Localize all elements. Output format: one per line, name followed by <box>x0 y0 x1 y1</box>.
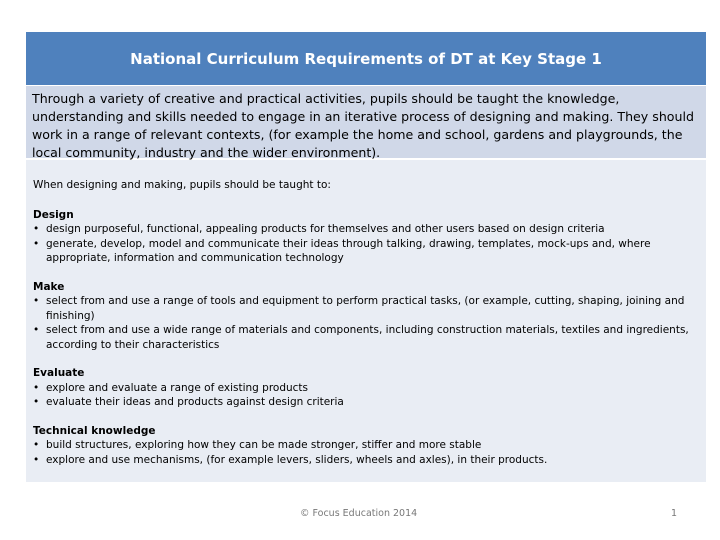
list-item-text: explore and use mechanisms, (for example levers, sliders, wheels and axles), in their products. <box>46 453 548 466</box>
list-item <box>33 395 699 410</box>
list-item <box>33 381 699 396</box>
bullet-icon: • <box>33 396 40 408</box>
list-item-text: select from and use a wide range of materials and components, including construction materials, textiles and ingredients, according to their characteristics <box>46 324 689 351</box>
design-list <box>33 222 699 266</box>
section-title-make: Make <box>33 280 65 293</box>
make-list <box>33 294 699 352</box>
slide-title-bar <box>26 32 706 85</box>
list-item <box>33 453 699 468</box>
bullet-icon: • <box>33 453 40 466</box>
section-title-evaluate: Evaluate <box>33 367 85 379</box>
bullet-icon: • <box>33 237 40 250</box>
list-item <box>33 323 699 352</box>
copyright-footer: © Focus Education 2014 <box>300 508 418 519</box>
requirements-box <box>26 160 706 482</box>
evaluate-list <box>33 381 699 410</box>
list-item-text: design purposeful, functional, appealing products for themselves and other users based on design criteria <box>46 223 605 235</box>
lead-text: When designing and making, pupils should be taught to: <box>33 179 331 191</box>
section-design <box>33 208 699 266</box>
list-item <box>33 237 699 266</box>
section-technical-knowledge <box>33 424 699 468</box>
list-item-text: evaluate their ideas and products against design criteria <box>46 396 344 408</box>
page-number: 1 <box>671 508 678 519</box>
list-item <box>33 438 699 453</box>
bullet-icon: • <box>33 295 40 307</box>
technical-knowledge-list <box>33 438 699 467</box>
bullet-icon: • <box>33 439 40 451</box>
section-make <box>33 280 699 353</box>
bullet-icon: • <box>33 223 40 235</box>
list-item-text: generate, develop, model and communicate their ideas through talking, drawing, templates, mock-ups and, where appropriate, information and communication technology <box>46 237 651 264</box>
bullet-icon: • <box>33 324 40 336</box>
list-item <box>33 222 699 237</box>
list-item-text: select from and use a range of tools and equipment to perform practical tasks, (or example, cutting, shaping, joining and finishing) <box>46 295 685 322</box>
list-item <box>33 294 699 323</box>
list-item-text: explore and evaluate a range of existing products <box>46 381 309 394</box>
section-evaluate <box>33 366 699 410</box>
list-item-text: build structures, exploring how they can be made stronger, stiffer and more stable <box>46 439 482 451</box>
intro-box <box>26 86 706 158</box>
bullet-icon: • <box>33 381 40 394</box>
intro-text: Through a variety of creative and practical activities, pupils should be taught the knowledge, understanding and skills needed to engage in an iterative process of designing and making. They should work in a range of relevant contexts, (for example the home and school, gardens and playgrounds, the local community, industry and the wider environment). <box>32 91 694 160</box>
slide-title: National Curriculum Requirements of DT at Key Stage 1 <box>130 49 602 68</box>
section-title-design: Design <box>33 208 74 221</box>
section-title-technical-knowledge: Technical knowledge <box>33 424 156 437</box>
